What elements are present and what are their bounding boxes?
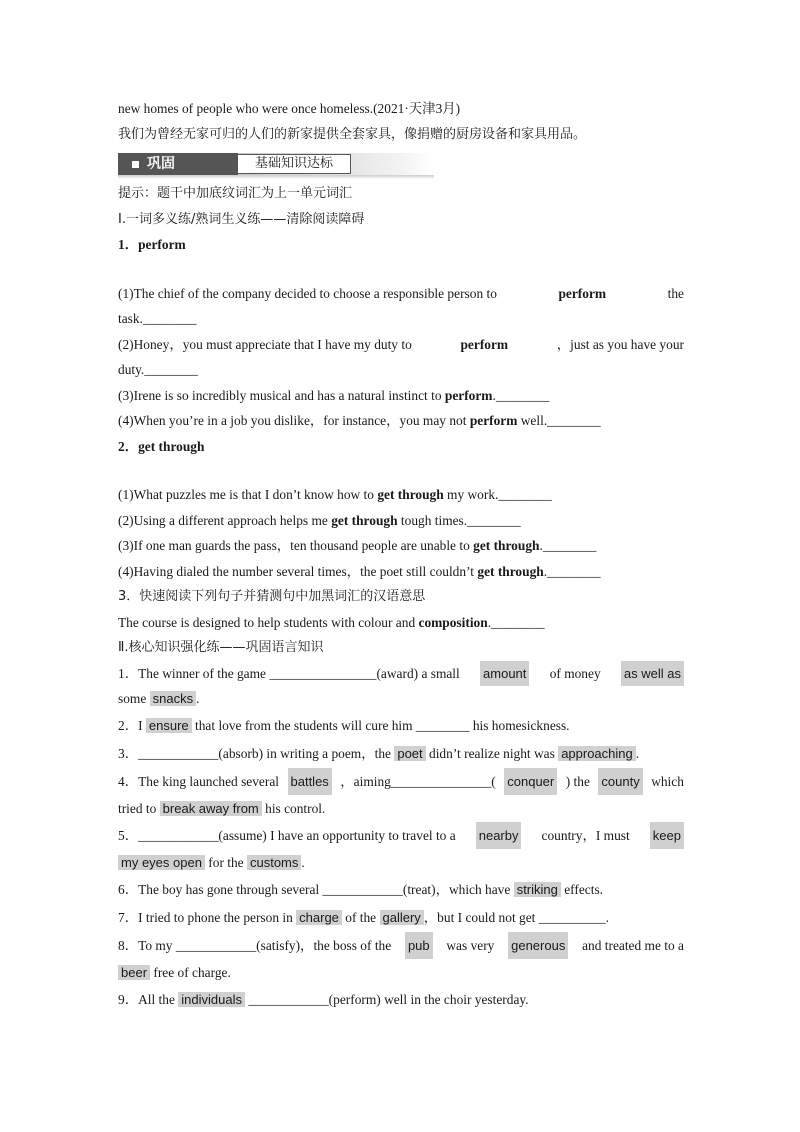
item-4-text5: tried to (118, 800, 157, 816)
intro-chinese-line: 我们为曾经无家可归的人们的新家提供全套家具，像捐赠的厨房设备和家具用品。 (118, 126, 587, 142)
group3-head: 3．快速阅读下列句子并猜测句中加黑词汇的汉语意思 (118, 589, 426, 604)
g2-q3-blank: .________ (539, 538, 597, 553)
item-5 (118, 822, 684, 876)
item-5-text: 5．____________(assume) I have an opportunity to travel to a (118, 827, 456, 843)
worksheet-page (118, 96, 684, 1013)
group2-head (118, 434, 684, 460)
item-8-text3: and treated me to a (582, 937, 684, 953)
banner-shadow (118, 175, 434, 179)
item-3-text2: didn’t realize night was (429, 745, 555, 761)
g2-q3 (118, 533, 684, 559)
item-4 (118, 768, 684, 822)
item-7-text: 7．I tried to phone the person in (118, 909, 293, 925)
item-8-shaded-word2: generous (508, 932, 568, 959)
g1-q2-line1 (118, 332, 684, 358)
item-5-shaded-phrase: my eyes open (118, 855, 205, 870)
g2-q3-text: (3)If one man guards the pass，ten thousand people are unable to (118, 538, 470, 553)
item-2 (118, 712, 684, 739)
g1-q4-keyword: perform (469, 413, 518, 428)
item-5-line2 (118, 849, 684, 876)
square-bullet-icon (132, 161, 139, 168)
item-8-text: 8．To my ____________(satisfy)，the boss of the (118, 937, 392, 953)
item-6-end: effects. (564, 881, 604, 897)
item-9 (118, 986, 684, 1013)
item-8-line1 (118, 932, 684, 959)
g1-q2-keyword: perform (460, 336, 509, 352)
item-4-text4: which (651, 773, 684, 789)
g1-q4-blank: well.________ (520, 413, 601, 428)
item-4-end: his control. (265, 800, 326, 816)
g1-q1-text: (1)The chief of the company decided to choose a responsible person to (118, 285, 497, 301)
item-4-shaded-word2: conquer (504, 768, 557, 795)
item-1-shaded-word: amount (480, 661, 529, 687)
group2-head-label: 2．get through (118, 438, 205, 454)
item-7 (118, 903, 684, 932)
item-1-line2 (118, 686, 684, 712)
item-8 (118, 932, 684, 986)
g2-q4-blank: .________ (543, 563, 601, 579)
g1-q1-keyword: perform (558, 285, 607, 301)
g1-q2-end: ，just as you have your (556, 336, 684, 352)
g2-q2 (118, 508, 684, 534)
item-5-shaded-word3: customs (247, 855, 301, 870)
item-5-shaded-word2: keep (650, 822, 684, 849)
item-5-end: . (301, 854, 305, 870)
item-8-shaded-word3: beer (118, 965, 150, 980)
g1-q3-keyword: perform (444, 387, 493, 403)
g1-q4-text: (4)When you’re in a job you dislike，for instance，you may not (118, 413, 467, 428)
banner-right-box: 基础知识达标 (237, 154, 351, 174)
item-5-text2: country，I must (541, 827, 630, 843)
item-9-end: ____________(perform) well in the choir yesterday. (248, 991, 529, 1007)
item-3-end: . (635, 745, 640, 761)
item-1-end: . (196, 691, 200, 706)
g2-q2-keyword: get through (331, 512, 398, 528)
item-1-text: 1．The winner of the game ________________(award) a small (118, 665, 460, 681)
section1-title: Ⅰ.一词多义练/熟词生义练——清除阅读障碍 (118, 211, 365, 227)
g1-q2-text: (2)Honey，you must appreciate that I have my duty to (118, 336, 412, 352)
g1-q2-line2: duty.________ (118, 362, 198, 377)
item-4-line2 (118, 795, 684, 822)
item-1-shaded-word2: snacks (150, 691, 196, 706)
hint-line: 提示：题干中加底纹词汇为上一单元词汇 (118, 186, 353, 201)
item-3-shaded-word: poet (394, 746, 425, 761)
g2-q3-keyword: get through (473, 538, 540, 553)
item-7-end: ，but I could not get __________. (423, 909, 610, 925)
item-4-shaded-word3: county (598, 768, 642, 795)
item-7-text2: of the (345, 909, 377, 925)
item-1-shaded-phrase: as well as (621, 661, 684, 687)
item-4-shaded-word: battles (288, 768, 332, 795)
item-5-shaded-word: nearby (476, 822, 522, 849)
item-4-text: 4．The king launched several (118, 773, 280, 789)
g1-q1-line1 (118, 281, 684, 307)
item-1-text2: of money (549, 665, 601, 681)
g1-q3-text: (3)Irene is so incredibly musical and has a natural instinct to (118, 387, 442, 403)
item-9-shaded-word: individuals (178, 992, 245, 1007)
item-4-line1 (118, 768, 684, 795)
g1-q3-blank: .________ (492, 387, 550, 403)
intro-english-line: new homes of people who were once homeless.(2021·天津3月) (118, 101, 461, 116)
section2-title: Ⅱ.核心知识强化练——巩固语言知识 (118, 640, 324, 655)
g2-q4-keyword: get through (477, 563, 544, 579)
item-9-text: 9．All the (118, 991, 175, 1007)
item-4-text2: ，aiming_______________( (340, 773, 496, 789)
g2-q2-text: (2)Using a different approach helps me (118, 512, 328, 528)
g3-q1-text: The course is designed to help students with colour and (118, 614, 416, 630)
item-2-shaded-word: ensure (146, 718, 192, 733)
item-2-text: 2．I (118, 717, 143, 733)
g3-q1-keyword: composition (418, 614, 488, 630)
item-6-shaded-word: striking (514, 882, 561, 897)
group1-head (118, 232, 684, 258)
item-4-text3: ) the (565, 773, 590, 789)
item-7-shaded-word2: gallery (380, 910, 424, 925)
g2-q2-blank: tough times.________ (400, 512, 521, 528)
item-3 (118, 739, 684, 768)
item-1 (118, 661, 684, 712)
section-banner (118, 153, 434, 175)
group1-head-label: 1．perform (118, 237, 186, 252)
g2-q1-blank: my work.________ (447, 487, 552, 502)
item-4-shaded-phrase: break away from (160, 801, 262, 816)
g3-q1-blank: .________ (487, 614, 545, 630)
item-8-end: free of charge. (153, 964, 231, 980)
item-6-text: 6．The boy has gone through several ____________(treat)，which have (118, 881, 511, 897)
item-1-text3: some (118, 691, 147, 706)
item-1-line1 (118, 661, 684, 687)
g2-q1 (118, 482, 684, 508)
item-5-line1 (118, 822, 684, 849)
g2-q1-keyword: get through (377, 487, 444, 502)
g2-q4 (118, 559, 684, 585)
item-3-shaded-word2: approaching (558, 746, 636, 761)
g2-q1-text: (1)What puzzles me is that I don’t know how to (118, 487, 374, 502)
item-8-line2 (118, 959, 684, 986)
item-7-shaded-word: charge (296, 910, 342, 925)
banner-left-label: 巩固 (147, 156, 175, 172)
item-2-text2: that love from the students will cure him ________ his homesickness. (195, 717, 570, 733)
item-5-text3: for the (208, 854, 244, 870)
g1-q1-line2: task.________ (118, 311, 197, 326)
item-6 (118, 876, 684, 903)
item-8-shaded-word: pub (405, 932, 433, 959)
item-3-text: 3．____________(absorb) in writing a poem，the (118, 745, 391, 761)
g1-q1-end: the (667, 285, 684, 301)
banner-left (118, 153, 238, 175)
g1-q4 (118, 408, 684, 434)
g2-q4-text: (4)Having dialed the number several times，the poet still couldn’t (118, 563, 475, 579)
item-8-text2: was very (446, 937, 495, 953)
g1-q3 (118, 383, 684, 409)
g3-q1 (118, 610, 684, 636)
